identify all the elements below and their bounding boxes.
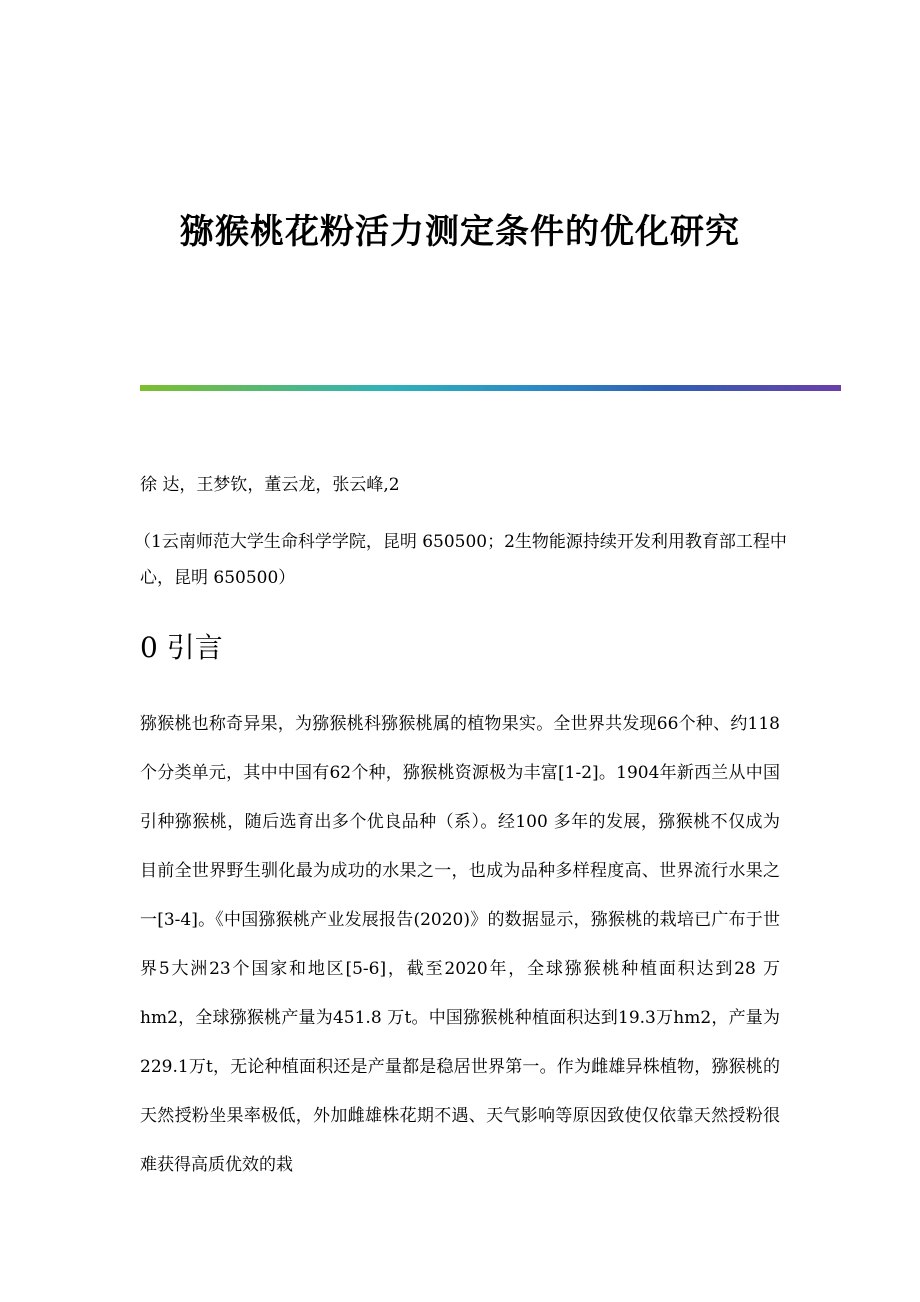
introduction-paragraph: 猕猴桃也称奇异果，为猕猴桃科猕猴桃属的植物果实。全世界共发现66个种、约118个分类单元，其中中国有62个种，猕猴桃资源极为丰富[1-2]。1904年新西兰从中国引种猕猴桃，随后选育出多个优良品种（系）。经100 多年的发展，猕猴桃不仅成为目前全世界野生驯化最为成功的水果之一，也成为品种多样程度高、世界流行水果之一[3-4]。《中国猕猴桃产业发展报告(2020)》的数据显示，猕猴桃的栽培已广布于世界5大洲23个国家和地区[5-6]，截至2020年，全球猕猴桃种植面积达到28 万hm2，全球猕猴桃产量为451.8 万t。中国猕猴桃种植面积达到19.3万hm2，产量为229.1万t，无论种植面积还是产量都是稳居世界第一。作为雌雄异株植物，猕猴桃的天然授粉坐果率极低，外加雌雄株花期不遇、天气影响等原因致使仅依靠天然授粉很难获得高质优效的栽 — [140, 714, 780, 1175]
page-title: 猕猴桃花粉活力测定条件的优化研究 — [180, 212, 740, 252]
section-heading-introduction: 0 引言 — [140, 631, 223, 664]
author-list: 徐 达，王梦钦，董云龙，张云峰,2 — [140, 475, 400, 495]
author-affiliation: （1云南师范大学生命科学学院，昆明 650500；2生物能源持续开发利用教育部工程中心，昆明 650500） — [134, 532, 787, 588]
title-divider-bar — [140, 385, 841, 391]
